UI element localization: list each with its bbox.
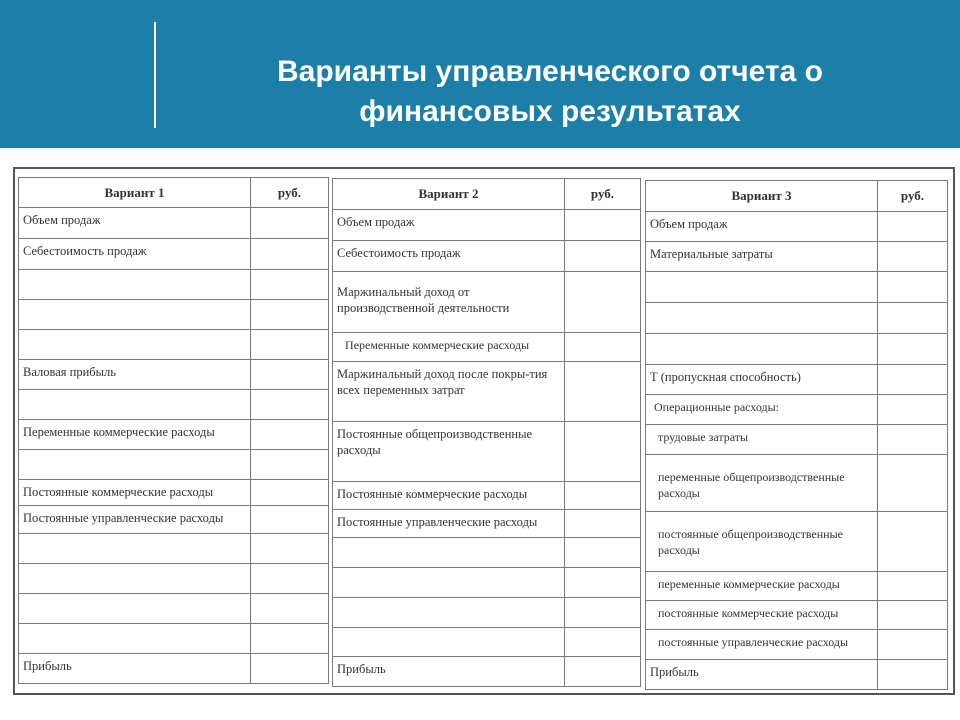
table-row-label [333, 628, 565, 657]
table-row-label: Переменные коммерческие расходы [19, 420, 251, 450]
table-row-label [646, 334, 878, 365]
table-row-label: Материальные затраты [646, 242, 878, 272]
value-cell [251, 450, 329, 480]
table-row-label: Маржинальный доход после покры-тия всех переменных затрат [333, 362, 565, 422]
value-cell [878, 272, 948, 303]
table-row-label: Объем продаж [333, 210, 565, 241]
value-cell [251, 360, 329, 390]
table-row-label [333, 598, 565, 628]
value-cell [565, 241, 641, 272]
value-cell [565, 538, 641, 568]
value-cell [565, 422, 641, 482]
table-row-label: Операционные расходы: [646, 395, 878, 425]
value-cell [565, 333, 641, 362]
table-row-label: постоянные управленческие расходы [646, 630, 878, 660]
value-cell [251, 330, 329, 360]
value-cell [878, 660, 948, 690]
table-row-label [19, 270, 251, 300]
value-cell [251, 506, 329, 534]
value-cell [878, 601, 948, 630]
value-cell [251, 270, 329, 300]
table-row-label: Себестоимость продаж [333, 241, 565, 272]
table-row-label [333, 538, 565, 568]
value-cell [565, 210, 641, 241]
table-row-label: Прибыль [646, 660, 878, 690]
value-cell [565, 482, 641, 510]
table-row-label [19, 594, 251, 624]
value-cell [878, 303, 948, 334]
value-cell [251, 594, 329, 624]
table-row-label [333, 568, 565, 598]
variant-1-header: Вариант 1 [19, 178, 251, 208]
table-row-label [646, 272, 878, 303]
table-row-label: Постоянные коммерческие расходы [19, 480, 251, 506]
table-row-label [19, 390, 251, 420]
table-row-label: Т (пропускная способность) [646, 365, 878, 395]
banner-divider [154, 22, 156, 128]
table-row-label: Прибыль [333, 657, 565, 687]
value-cell [251, 480, 329, 506]
table-row-label: переменные коммерческие расходы [646, 572, 878, 601]
value-cell [251, 654, 329, 684]
value-cell [251, 390, 329, 420]
table-row-label [19, 330, 251, 360]
value-cell [565, 272, 641, 333]
page-title-line-1: Варианты управленческого отчета о [276, 55, 823, 88]
table-row-label: Прибыль [19, 654, 251, 684]
variant-2-header: Вариант 2 [333, 179, 565, 210]
value-cell [565, 657, 641, 687]
table-row-label: постоянные коммерческие расходы [646, 601, 878, 630]
variant-3-unit-header: руб. [878, 181, 948, 212]
table-row-label [19, 450, 251, 480]
value-cell [251, 300, 329, 330]
table-row-label: Валовая прибыль [19, 360, 251, 390]
table-row-label: переменные общепроизводственные расходы [646, 455, 878, 512]
table-row-label: Постоянные управленческие расходы [19, 506, 251, 534]
table-row-label [19, 534, 251, 564]
value-cell [251, 564, 329, 594]
value-cell [565, 568, 641, 598]
page-title [180, 52, 920, 132]
value-cell [251, 624, 329, 654]
page-title-line-2: финансовых результатах [359, 95, 741, 128]
value-cell [251, 208, 329, 239]
variant-1-table [18, 177, 329, 684]
value-cell [878, 425, 948, 455]
table-row-label [19, 300, 251, 330]
value-cell [878, 242, 948, 272]
table-row-label: Постоянные коммерческие расходы [333, 482, 565, 510]
table-row-label [646, 303, 878, 334]
value-cell [878, 212, 948, 242]
value-cell [878, 395, 948, 425]
variant-2-unit-header: руб. [565, 179, 641, 210]
variant-2-table [332, 178, 641, 687]
table-row-label: Себестоимость продаж [19, 239, 251, 270]
value-cell [878, 512, 948, 572]
value-cell [878, 572, 948, 601]
table-row-label [19, 564, 251, 594]
table-row-label: Маржинальный доход от производственной деятельности [333, 272, 565, 333]
variant-3-table [645, 180, 948, 690]
table-row-label: Переменные коммерческие расходы [333, 333, 565, 362]
value-cell [878, 365, 948, 395]
value-cell [251, 534, 329, 564]
table-row-label [19, 624, 251, 654]
value-cell [878, 334, 948, 365]
value-cell [878, 630, 948, 660]
table-row-label: постоянные общепроизводственные расходы [646, 512, 878, 572]
value-cell [565, 510, 641, 538]
value-cell [565, 598, 641, 628]
table-row-label: Объем продаж [19, 208, 251, 239]
value-cell [565, 628, 641, 657]
value-cell [251, 239, 329, 270]
table-row-label: Постоянные общепроизводственные расходы [333, 422, 565, 482]
variant-3-header: Вариант 3 [646, 181, 878, 212]
table-row-label: трудовые затраты [646, 425, 878, 455]
variant-1-unit-header: руб. [251, 178, 329, 208]
title-banner [0, 0, 960, 148]
table-row-label: Постоянные управленческие расходы [333, 510, 565, 538]
value-cell [878, 455, 948, 512]
value-cell [565, 362, 641, 422]
table-row-label: Объем продаж [646, 212, 878, 242]
value-cell [251, 420, 329, 450]
